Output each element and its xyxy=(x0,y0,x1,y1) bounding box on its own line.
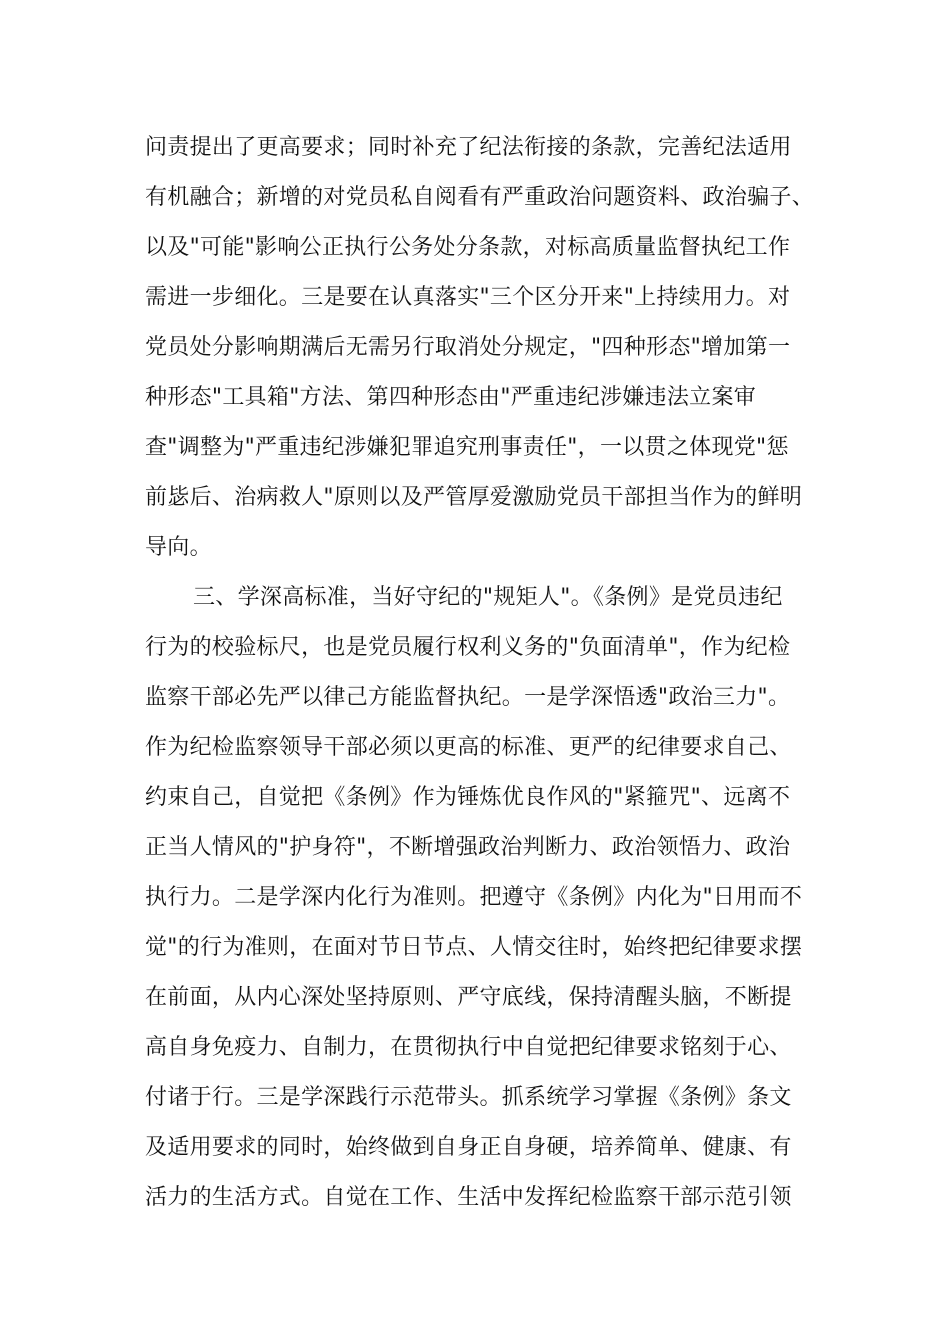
text-line: 监察干部必先严以律己方能监督执纪。一是学深悟透"政治三力"。 xyxy=(145,685,791,710)
text-line: 作为纪检监察领导干部必须以更高的标准、更严的纪律要求自己、 xyxy=(145,735,792,760)
text-line: 以及"可能"影响公正执行公务处分条款，对标高质量监督执纪工作 xyxy=(145,235,791,260)
text-line: 活力的生活方式。自觉在工作、生活中发挥纪检监察干部示范引领 xyxy=(145,1185,792,1210)
text-line: 正当人情风的"护身符"，不断增强政治判断力、政治领悟力、政治 xyxy=(145,835,791,860)
text-line: 高自身免疫力、自制力，在贯彻执行中自觉把纪律要求铭刻于心、 xyxy=(145,1035,792,1060)
text-line: 行为的校验标尺，也是党员履行权利义务的"负面清单"，作为纪检 xyxy=(145,635,791,660)
text-line: 需进一步细化。三是要在认真落实"三个区分开来"上持续用力。对 xyxy=(145,285,791,310)
paragraph-heading-line: 三、学深高标准，当好守纪的"规矩人"。《条例》是党员违纪 xyxy=(193,585,783,610)
text-line: 查"调整为"严重违纪涉嫌犯罪追究刑事责任"，一以贯之体现党"惩 xyxy=(145,435,789,460)
text-line: 觉"的行为准则，在面对节日节点、人情交往时，始终把纪律要求摆 xyxy=(145,935,803,960)
text-line: 付诸于行。三是学深践行示范带头。抓系统学习掌握《条例》条文 xyxy=(145,1085,792,1110)
text-line: 在前面，从内心深处坚持原则、严守底线，保持清醒头脑，不断提 xyxy=(145,985,792,1010)
text-line: 种形态"工具箱"方法、第四种形态由"严重违纪涉嫌违法立案审 xyxy=(145,385,757,410)
text-line: 执行力。二是学深内化行为准则。把遵守《条例》内化为"日用而不 xyxy=(145,885,803,910)
text-line: 及适用要求的同时，始终做到自身正自身硬，培养简单、健康、有 xyxy=(145,1135,792,1160)
text-line: 问责提出了更高要求；同时补充了纪法衔接的条款，完善纪法适用 xyxy=(145,135,792,160)
text-line: 有机融合；新增的对党员私自阅看有严重政治问题资料、政治骗子、 xyxy=(145,185,815,210)
text-line: 约束自己，自觉把《条例》作为锤炼优良作风的"紧箍咒"、远离不 xyxy=(145,785,791,810)
text-line: 前毖后、治病救人"原则以及严管厚爱激励党员干部担当作为的鲜明 xyxy=(145,485,803,510)
text-line: 党员处分影响期满后无需另行取消处分规定，"四种形态"增加第一 xyxy=(145,335,791,360)
text-line: 导向。 xyxy=(145,535,212,560)
